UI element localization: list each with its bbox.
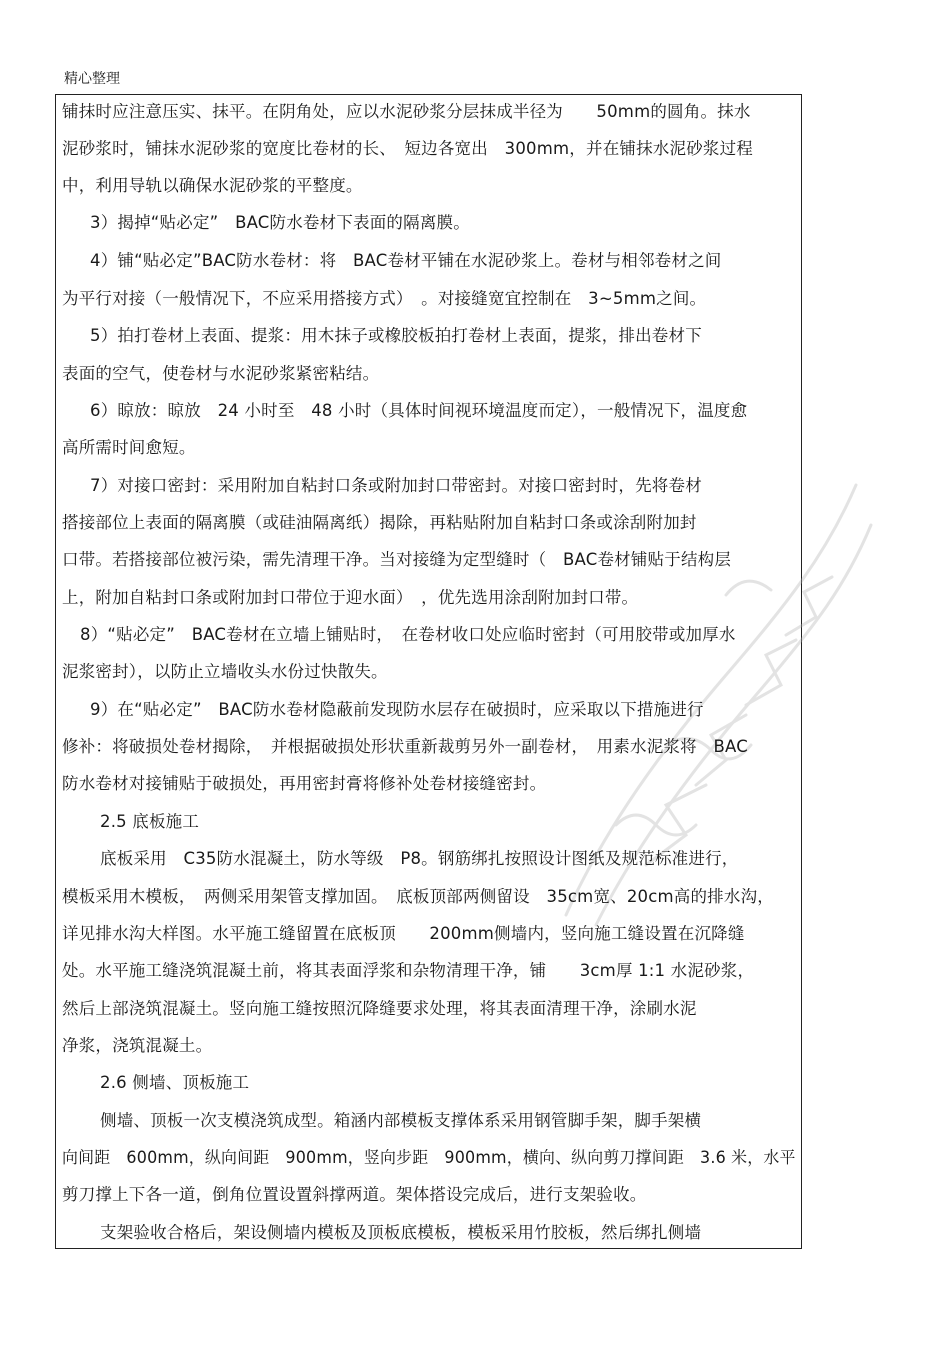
section-heading: 2.5 底板施工 — [100, 812, 200, 831]
text-line: 侧墙、顶板一次支模浇筑成型。箱涵内部模板支撑体系采用钢管脚手架，脚手架横 — [100, 1111, 702, 1130]
text-line: 表面的空气，使卷材与水泥砂浆紧密粘结。 — [62, 364, 380, 383]
text-line: 4）铺“贴必定”BAC防水卷材：将 BAC卷材平铺在水泥砂浆上。卷材与相邻卷材之间 — [90, 251, 722, 270]
text-line: 口带。若搭接部位被污染，需先清理干净。当对接缝为定型缝时（ BAC卷材铺贴于结构层 — [62, 550, 732, 569]
text-line: 搭接部位上表面的隔离膜（或硅油隔离纸）揭除，再粘贴附加自粘封口条或涂刮附加封 — [62, 513, 697, 532]
text-line: 泥浆密封），以防止立墙收头水份过快散失。 — [62, 662, 388, 681]
text-line: 6）晾放：晾放 24 小时至 48 小时（具体时间视环境温度而定），一般情况下，温度愈 — [90, 401, 748, 420]
section-heading: 2.6 侧墙、顶板施工 — [100, 1073, 250, 1092]
text-line: 修补：将破损处卷材揭除， 并根据破损处形状重新裁剪另外一副卷材， 用素水泥浆将 BAC — [62, 737, 748, 756]
text-line: 净浆，浇筑混凝土。 — [62, 1036, 213, 1055]
text-line: 为平行对接（一般情况下，不应采用搭接方式） 。对接缝宽宜控制在 3~5mm之间。 — [62, 289, 707, 308]
text-line: 防水卷材对接铺贴于破损处，再用密封膏将修补处卷材接缝密封。 — [62, 774, 547, 793]
text-line: 9）在“贴必定” BAC防水卷材隐蔽前发现防水层存在破损时，应采取以下措施进行 — [90, 700, 704, 719]
text-line: 然后上部浇筑混凝土。竖向施工缝按照沉降缝要求处理，将其表面清理干净，涂刷水泥 — [62, 999, 697, 1018]
text-line: 3）揭掉“贴必定” BAC防水卷材下表面的隔离膜。 — [90, 213, 470, 232]
text-line: 高所需时间愈短。 — [62, 438, 196, 457]
text-line: 7）对接口密封：采用附加自粘封口条或附加封口带密封。对接口密封时，先将卷材 — [90, 476, 702, 495]
text-line: 剪刀撑上下各一道，倒角位置设置斜撑两道。架体搭设完成后，进行支架验收。 — [62, 1185, 647, 1204]
page-header-label: 精心整理 — [64, 71, 120, 87]
text-line: 模板采用木模板， 两侧采用架管支撑加固。 底板顶部两侧留设 35cm宽、20cm高的排水沟， — [62, 887, 774, 906]
text-line: 8）“贴必定” BAC卷材在立墙上铺贴时， 在卷材收口处应临时密封（可用胶带或加厚水 — [80, 625, 736, 644]
text-line: 处。水平施工缝浇筑混凝土前，将其表面浮浆和杂物清理干净，铺 3cm厚 1:1 水泥砂浆， — [62, 961, 755, 980]
text-line: 详见排水沟大样图。水平施工缝留置在底板顶 200mm侧墙内，竖向施工缝设置在沉降缝 — [62, 924, 745, 943]
text-line: 中，利用导轨以确保水泥砂浆的平整度。 — [62, 176, 363, 195]
text-line: 向间距 600mm，纵向间距 900mm，竖向步距 900mm，横向、纵向剪刀撑间距 3.6 米，水平 — [62, 1148, 796, 1167]
text-line: 上，附加自粘封口条或附加封口带位于迎水面） ，优先选用涂刮附加封口带。 — [62, 588, 639, 607]
text-line: 底板采用 C35防水混凝土，防水等级 P8。钢筋绑扎按照设计图纸及规范标准进行， — [100, 849, 739, 868]
text-line: 支架验收合格后，架设侧墙内模板及顶板底模板，模板采用竹胶板，然后绑扎侧墙 — [100, 1223, 702, 1242]
text-line: 5）拍打卷材上表面、提浆：用木抹子或橡胶板拍打卷材上表面，提浆，排出卷材下 — [90, 326, 702, 345]
text-line: 铺抹时应注意压实、抹平。在阴角处，应以水泥砂浆分层抹成半径为 50mm的圆角。抹水 — [62, 102, 751, 121]
text-line: 泥砂浆时，铺抹水泥砂浆的宽度比卷材的长、 短边各宽出 300mm，并在铺抹水泥砂浆过程 — [62, 139, 753, 158]
